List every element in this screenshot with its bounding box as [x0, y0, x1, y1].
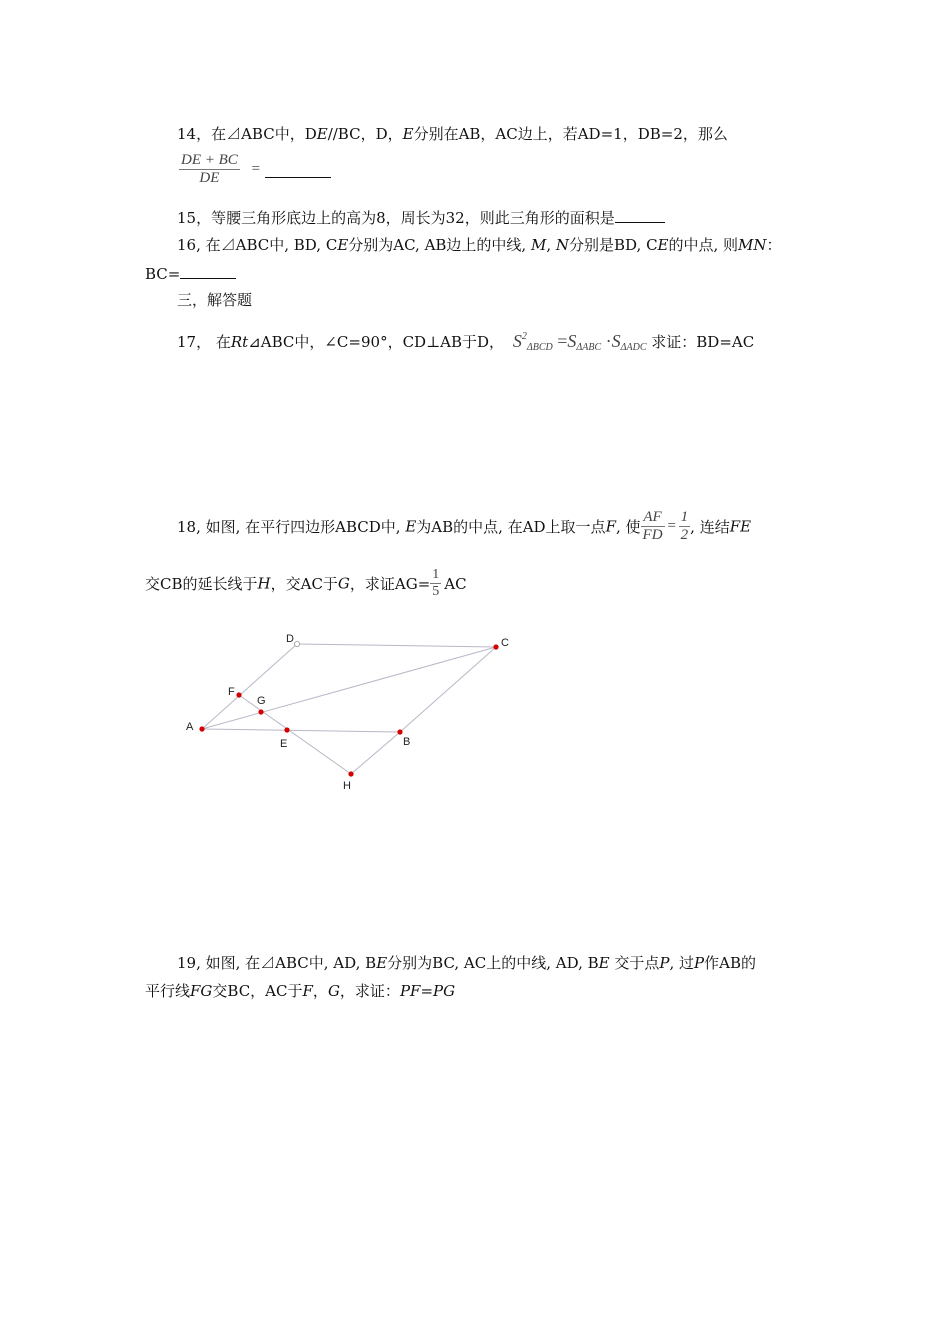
q19-var-g: G — [327, 982, 340, 1000]
q18-fraction-half — [679, 509, 691, 544]
q14-equals: = — [250, 161, 261, 177]
segment-cb — [400, 647, 496, 732]
q14-text-b: //BC，D， — [327, 125, 403, 143]
q16-text-f: ： — [766, 236, 782, 254]
q16-answer-blank — [180, 263, 236, 279]
point-h — [348, 771, 353, 776]
q18-var-h: H — [257, 574, 271, 593]
q14-text-a: 14，在⊿ABC中，D — [177, 125, 317, 143]
q19-var-fg: FG — [190, 982, 213, 1000]
q14-var-e: E — [316, 125, 328, 143]
q18-fraction-af-fd — [641, 509, 665, 544]
q17-sub-adc: ΔADC — [620, 342, 647, 353]
segment-fh — [239, 695, 351, 774]
q19-line1 — [177, 953, 756, 973]
q17-text-c: 求证：BD=AC — [646, 333, 755, 351]
q18-text-c: , 使 — [615, 518, 641, 536]
q16-text-e: 的中点, 则 — [668, 236, 739, 254]
q17-var-rt: Rt — [230, 333, 249, 351]
figure-lines — [202, 644, 496, 774]
label-c: C — [501, 637, 509, 649]
point-d — [294, 641, 299, 646]
q18-fraction-denominator: FD — [642, 527, 663, 543]
q19-text-b: 分别为BC, AC上的中线, AD, B — [387, 954, 599, 972]
q17-line — [177, 327, 754, 358]
q18-text-l2b: ，交AC于 — [270, 575, 338, 593]
section-3-title: 三，解答题 — [177, 291, 253, 309]
q18-line1 — [177, 509, 751, 544]
q16-var-e2: E — [657, 236, 669, 254]
q19-text-a: 19, 如图, 在⊿ABC中, AD, B — [177, 954, 377, 972]
point-a — [199, 726, 204, 731]
q16-var-m: M — [530, 236, 547, 254]
q19-text-l2e: = — [420, 982, 434, 1000]
q15-line — [177, 207, 665, 228]
q14-fraction-denominator: DE — [179, 169, 240, 187]
q19-var-pf: PF — [399, 982, 421, 1000]
q18-half-numerator: 1 — [680, 509, 689, 525]
q17-sub-abc: ΔABC — [576, 342, 602, 353]
q18-line2 — [145, 567, 467, 600]
q18-fifth-numerator: 1 — [432, 567, 440, 582]
q16-text-a: 16, 在⊿ABC中, BD, C — [177, 236, 338, 254]
q19-var-e2: E — [598, 954, 610, 972]
point-e — [284, 727, 289, 732]
q14-var-e2: E — [402, 125, 414, 143]
q18-text-d: , 连结 — [690, 518, 730, 536]
q19-text-l2b: 交BC，AC于 — [212, 982, 303, 1000]
q16-text-c: , — [546, 236, 556, 254]
q19-text-e: 作AB的 — [704, 954, 756, 972]
q16-line1 — [177, 235, 782, 255]
q18-fraction-fifth — [430, 567, 441, 600]
q18-text-l2a: 交CB的延长线于 — [145, 575, 258, 593]
q19-var-p: P — [659, 954, 670, 972]
q18-var-e: E — [405, 517, 417, 536]
q16-var-e: E — [337, 236, 349, 254]
segment-ab — [202, 729, 400, 732]
label-g: G — [257, 695, 266, 707]
point-c — [493, 644, 498, 649]
segment-ad — [202, 644, 297, 729]
point-g — [258, 709, 263, 714]
label-f: F — [228, 686, 235, 698]
q17-s2: S — [567, 331, 577, 351]
q14-text-c: 分别在AB，AC边上，若AD=1，DB=2，那么 — [413, 125, 728, 143]
q15-text: 15，等腰三角形底边上的高为8，周长为32，则此三角形的面积是 — [177, 209, 615, 227]
q19-var-p2: P — [694, 954, 705, 972]
label-b: B — [403, 736, 411, 748]
label-a: A — [186, 721, 194, 733]
q16-text-b: 分别为AC, AB边上的中线, — [348, 236, 531, 254]
q14-line1 — [177, 124, 728, 144]
q17-sub-bcd: ΔBCD — [526, 342, 553, 353]
segment-bh — [351, 732, 400, 774]
q19-var-e: E — [376, 954, 388, 972]
q19-line2 — [145, 981, 455, 1001]
q18-var-f: F — [605, 517, 616, 536]
label-h: H — [343, 780, 351, 792]
point-b — [397, 729, 402, 734]
q18-text-b: 为AB的中点, 在AD上取一点 — [416, 518, 606, 536]
q18-text-l2c: ，求证AG= — [349, 575, 431, 593]
q19-text-c: 交于点 — [609, 954, 660, 972]
label-e: E — [280, 738, 288, 750]
q18-text-l2d: AC — [444, 574, 467, 593]
q17-s1: S — [512, 331, 522, 351]
q14-answer-blank — [265, 162, 331, 178]
q17-s3: S — [611, 331, 621, 351]
q19-text-l2c: ， — [312, 982, 328, 1000]
figure-labels — [186, 633, 509, 792]
q15-answer-blank — [615, 207, 665, 223]
q14-fraction-line — [179, 152, 331, 187]
label-d: D — [286, 633, 294, 645]
q17-formula — [513, 331, 647, 351]
q14-fraction-numerator: DE + BC — [181, 152, 238, 168]
point-f — [236, 692, 241, 697]
figure-points — [199, 641, 498, 776]
q18-var-g: G — [337, 574, 350, 593]
q18-fraction-numerator: AF — [643, 509, 662, 525]
q19-text-l2a: 平行线 — [145, 982, 191, 1000]
q17-exponent: 2 — [521, 331, 527, 342]
q17-text-a: 17， 在 — [177, 333, 231, 351]
q17-dot: · — [605, 331, 612, 351]
segment-dc — [297, 644, 496, 647]
q18-var-fe: FE — [729, 517, 752, 536]
q18-equals: = — [666, 518, 677, 534]
q19-text-l2d: ，求证： — [339, 982, 400, 1000]
q19-var-f: F — [302, 982, 313, 1000]
q17-text-b: ⊿ABC中，∠C=90°，CD⊥AB于D， — [248, 333, 505, 351]
q14-fraction — [179, 152, 240, 187]
q18-text-a: 18, 如图, 在平行四边形ABCD中, — [177, 518, 406, 536]
q17-equals: = — [557, 331, 568, 351]
q19-var-pg: PG — [433, 982, 456, 1000]
q16-line2 — [145, 263, 236, 284]
segment-ac — [202, 647, 496, 729]
q16-text-d: 分别是BD, C — [569, 236, 658, 254]
q18-half-denominator: 2 — [680, 527, 689, 543]
q18-fifth-denominator: 5 — [432, 584, 440, 599]
q16-var-n: N — [555, 236, 570, 254]
q16-var-mn: MN — [738, 236, 767, 254]
q16-text-bc: BC= — [145, 265, 181, 283]
q19-text-d: , 过 — [669, 954, 695, 972]
